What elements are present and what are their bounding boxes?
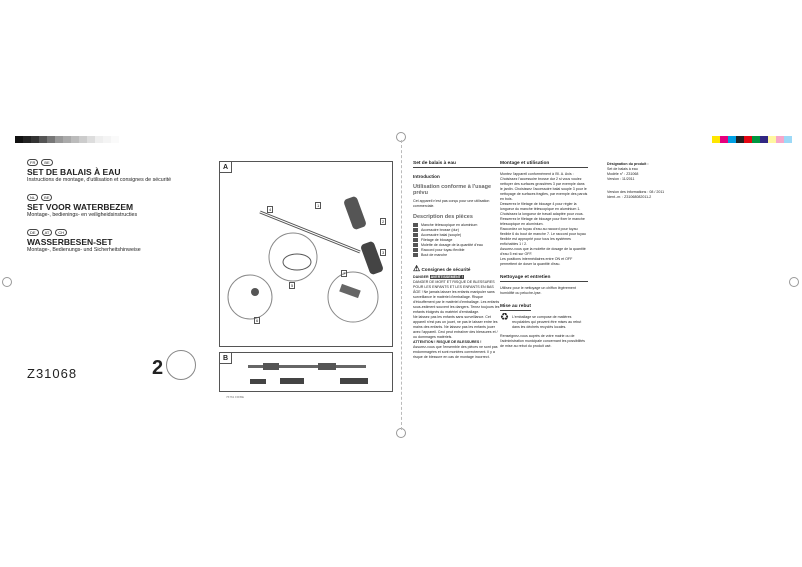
disposal-text: L'emballage se compose de matières recyclables qui peuvent être mises au rebut dans les déchets recyclés locales.: [511, 315, 582, 329]
grayscale-color-bar: [15, 136, 119, 143]
registration-mark-right: [789, 277, 799, 287]
parts-overview-drawing: [220, 353, 392, 391]
part-item: Filetage de blocage: [421, 238, 453, 242]
subtitle-nl: Montage-, bedienings- en veiligheidsinstructies: [27, 212, 138, 218]
heading-parts: Description des pièces: [413, 214, 473, 220]
warning-text: DANGER DE MORT ET RISQUE DE BLESSURES POUR LES ENFANTS ET LES ENFANTS EN BAS ÂGE ! Ne jamais laisser les enfants manipuler sans surveillance le matériel d'emballage. Risque d'étouffement par le matériel d'emballage. Les enfants sous-estiment souvent les dangers. Tenez toujours les enfants éloignés du matériel d'emballage.: [413, 280, 500, 314]
product-designation-title: Désignation du produit :: [607, 162, 649, 166]
callout: 7: [343, 271, 346, 276]
subtitle-de: Montage-, Bedienungs- und Sicherheitshinweise: [27, 247, 141, 253]
lang-code: AT: [42, 229, 53, 236]
figure-a: [219, 161, 393, 347]
cmyk-color-bar: [712, 136, 792, 143]
footer-code: 76761 FR/BE: [226, 395, 245, 399]
mount-step: Desserrez le filetage de blocage 4 pour régler la longueur du manche télescopique en aluminium 1.: [500, 202, 581, 211]
cleaning-text: Utilisez pour le nettoyage un chiffon légèrement humidifié ou peluche-lyse.: [500, 286, 576, 295]
part-item: Raccord pour tuyau flexible: [421, 248, 465, 252]
part-item: Molette de dosage de la quantité d'eau: [421, 243, 483, 247]
figure-label: A: [220, 162, 232, 173]
language-block: [27, 229, 217, 254]
figure-label: B: [220, 353, 232, 364]
registration-mark-left: [2, 277, 12, 287]
section-header: Set de balais à eau: [413, 161, 501, 168]
heading-cleaning: Nettoyage et entretien: [500, 275, 588, 282]
attention-title: ATTENTION ! RISQUE DE BLESSURES !: [413, 340, 482, 344]
part-item: Bout de manche: [421, 253, 448, 257]
title-de: WASSERBESEN-SET: [27, 237, 113, 247]
lang-code: BE: [41, 194, 52, 201]
subtitle-fr: Instructions de montage, d'utilisation et consignes de sécurité: [27, 177, 172, 183]
attention-text: Assurez-vous que l'ensemble des pièces ne sont pas endommagées et sont montées correctement. Il y a risque de blessure en cas de montage incorrect.: [413, 345, 498, 359]
model-number: Z31068: [27, 366, 78, 381]
heading-introduction: Introduction: [413, 174, 440, 179]
mount-step: Montez l'appareil conformément à l'ill. A. Avis : Choisissez l'accessoire brosse dur 2 si vous voulez nettoyer des surfaces grossières 3 par exemple dans le jardin. Choisissez l'accessoire balai souple 3 pour le nettoyage de surfaces fragiles, par exemple des parois en bois.: [500, 172, 588, 201]
figure-b: [219, 352, 393, 392]
warning-badge: AVERTISSEMENT !: [430, 275, 464, 279]
mount-step: Les positions intermédiaires entre ON et OFF permettent de doser la quantité d'eau.: [500, 257, 573, 266]
mount-step: Raccordez un tuyau d'eau au raccord pour tuyau flexible 6 du bout de manche 7. Le raccord pour tuyau flexible est approprié pour tous les systèmes enfichables 1 / 2.: [500, 227, 586, 246]
part-item: Accessoire brosse (dur): [421, 228, 459, 232]
callout: 4: [269, 207, 272, 212]
lang-code: BE: [41, 159, 52, 166]
callout: 5: [291, 283, 294, 288]
danger-label: DANGER: [413, 275, 429, 279]
part-item: Manche télescopique en aluminium: [421, 223, 478, 227]
warning-triangle-icon: ⚠: [413, 264, 421, 273]
model-value: Z31068: [626, 172, 639, 176]
version-value: 11/2011: [621, 177, 635, 181]
lang-code: NL: [27, 194, 38, 201]
column-mounting: [500, 161, 588, 349]
fold-line: [401, 140, 402, 430]
children-warning-text: Ne laissez pas les enfants sans surveillance. Cet appareil n'est pas un jouet, ne pas le laisser entre les mains des enfants. Ne laissez pas les enfants jouer avec l'appareil. Ceci peut entraîner des blessures et / ou dommages matériels.: [413, 315, 498, 339]
page-number: 2: [152, 357, 164, 379]
lang-code: CH: [55, 229, 67, 236]
callout: 6: [256, 318, 259, 323]
lang-code: FR: [27, 159, 38, 166]
language-block: [27, 159, 217, 184]
model-label: Modèle n° :: [607, 172, 626, 176]
ident-number: Ident.-nr. : Z31068082011-2: [607, 195, 652, 199]
brush-assembly-drawing: [220, 162, 392, 346]
recycling-icon: ♻: [500, 312, 509, 323]
title-fr: SET DE BALAIS À EAU: [27, 167, 121, 177]
lang-code: DE: [27, 229, 39, 236]
column-intro: [413, 161, 501, 360]
version-label: Version :: [607, 177, 621, 181]
column-product-info: [607, 162, 695, 200]
title-nl: SET VOOR WATERBEZEM: [27, 202, 134, 212]
mount-step: Choisissez la longueur de travail adaptée pour vous.: [500, 212, 584, 216]
usage-text: Cet appareil n'est pas conçu pour une utilisation commerciale.: [413, 199, 490, 208]
mount-step: Assurez-vous que la molette de dosage de la quantité d'eau 5 est sur OFF.: [500, 247, 586, 256]
part-item: Accessoire balai (souple): [421, 233, 462, 237]
mount-step: Resserrez le filetage de blocage pour fixer le manche télescopique en aluminium.: [500, 217, 585, 226]
callout: 2: [382, 219, 385, 224]
info-version: Version des informations : 08 / 2011: [607, 190, 665, 194]
product-name: Set de balais à eau: [607, 167, 638, 171]
callout: 1: [317, 203, 320, 208]
disposal-text-2: Renseignez-vous auprès de votre mairie ou de l'administration municipale concernant les possibilités de mise au rebut du produit usé.: [500, 334, 585, 348]
heading-disposal: Mise au rebut: [500, 304, 531, 309]
parts-list: [413, 223, 501, 258]
heading-usage: Utilisation conforme à l'usage prévu: [413, 184, 492, 196]
heading-mounting: Montage et utilisation: [500, 161, 588, 168]
brand-logo-circle: [166, 350, 196, 380]
language-block: [27, 194, 217, 219]
cover-titles: [27, 159, 217, 264]
heading-safety: Consignes de sécurité: [421, 267, 471, 272]
callout: 3: [382, 250, 385, 255]
